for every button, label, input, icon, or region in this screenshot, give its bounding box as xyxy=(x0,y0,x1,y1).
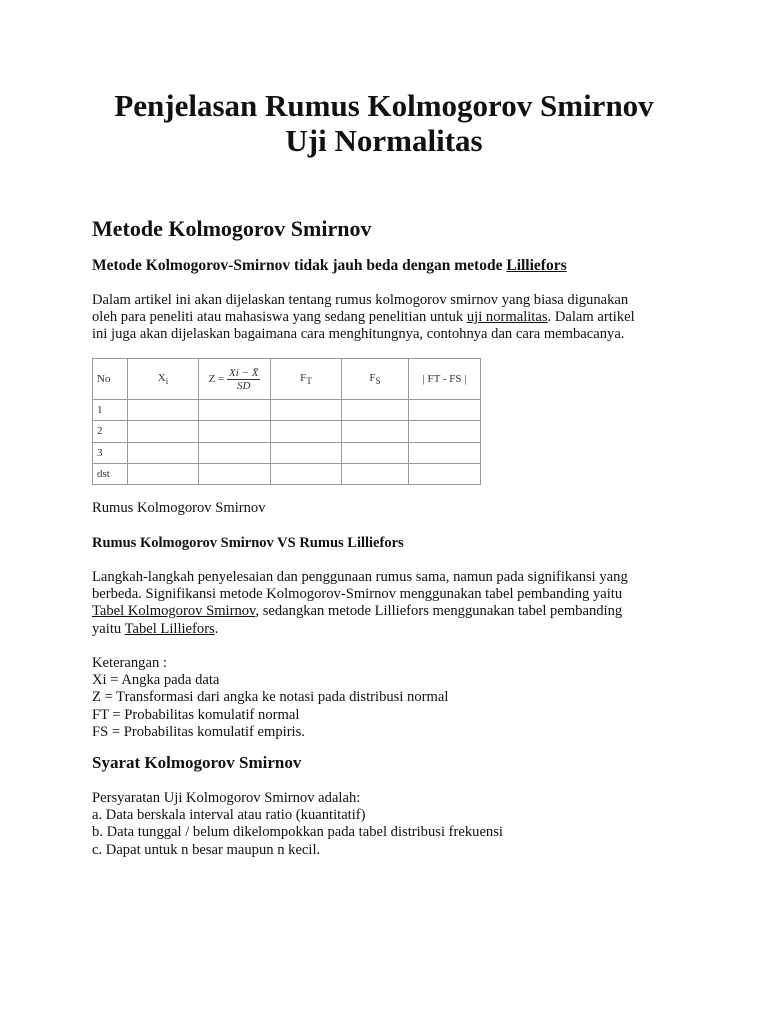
header-ft-fs: | FT - FS | xyxy=(409,359,481,400)
header-fs: $F_S$ xyxy=(342,359,409,400)
para-line xyxy=(92,621,628,638)
table-caption: Rumus Kolmogorov Smirnov xyxy=(92,500,266,516)
syarat-list xyxy=(92,790,503,859)
cell-no: 3 xyxy=(93,442,128,463)
subheading-text: Metode Kolmogorov-Smirnov tidak jauh beda dengan metode xyxy=(92,257,507,274)
keterangan-item: FT = Probabilitas komulatif normal xyxy=(92,706,300,723)
table-row xyxy=(93,463,481,484)
syarat-intro: Persyaratan Uji Kolmogorov Smirnov adalah: xyxy=(92,790,361,806)
formula-lhs: Z = xyxy=(208,372,225,385)
tabel-lilliefors-link[interactable]: Tabel Lilliefors xyxy=(124,620,215,637)
formula-denominator: SD xyxy=(236,379,251,392)
formula-numerator: Xi − X̄ xyxy=(229,366,259,379)
keterangan-item: FS = Probabilitas komulatif empiris. xyxy=(92,723,305,740)
intro-paragraph xyxy=(92,292,635,344)
keterangan-item: Z = Transformasi dari angka ke notasi pada distribusi normal xyxy=(92,689,449,706)
cell-no: 2 xyxy=(93,421,128,442)
tabel-ks-link[interactable]: Tabel Kolmogorov Smirnov xyxy=(92,603,256,620)
syarat-item: a. Data berskala interval atau ratio (kuantitatif) xyxy=(92,807,366,824)
title-line-2: Uji Normalitas xyxy=(285,123,483,158)
cell-no: dst xyxy=(93,463,128,484)
text: . xyxy=(214,620,219,637)
para-line: berbeda. Signifikansi metode Kolmogorov-Smirnov menggunakan tabel pembanding yaitu xyxy=(92,586,623,603)
syarat-item: b. Data tunggal / belum dikelompokkan pada tabel distribusi frekuensi xyxy=(92,824,503,841)
text: yaitu xyxy=(92,620,125,637)
text: , sedangkan metode Lilliefors menggunakan tabel pembanding xyxy=(255,603,623,620)
text: oleh para peneliti atau mahasiswa yang sedang penelitian untuk xyxy=(92,309,467,326)
keterangan-label: Keterangan : xyxy=(92,655,167,671)
subheading xyxy=(92,257,567,275)
header-no: No xyxy=(93,359,128,400)
header-z-formula xyxy=(199,359,271,400)
page-title xyxy=(0,88,768,158)
keterangan-block xyxy=(92,655,448,741)
section-heading: Metode Kolmogorov Smirnov xyxy=(92,216,372,241)
table-row xyxy=(93,421,481,442)
keterangan-item: Xi = Angka pada data xyxy=(92,672,220,689)
para-line: Langkah-langkah penyelesaian dan penggunaan rumus sama, namun pada signifikansi yang xyxy=(92,569,628,585)
header-ft: $F_T$ xyxy=(271,359,342,400)
table-header-row xyxy=(93,359,481,400)
vs-paragraph xyxy=(92,569,628,638)
formula-fraction xyxy=(227,367,260,392)
title-line-1: Penjelasan Rumus Kolmogorov Smirnov xyxy=(114,88,654,123)
table-row xyxy=(93,442,481,463)
para-line xyxy=(92,603,628,620)
syarat-heading: Syarat Kolmogorov Smirnov xyxy=(92,753,302,772)
lilliefors-link[interactable]: Lilliefors xyxy=(506,257,567,274)
para-line: Dalam artikel ini akan dijelaskan tentang rumus kolmogorov smirnov yang biasa digunakan xyxy=(92,292,629,308)
syarat-item: c. Dapat untuk n besar maupun n kecil. xyxy=(92,841,321,858)
para-line xyxy=(92,309,635,326)
text: . Dalam artikel xyxy=(547,309,635,326)
uji-normalitas-link[interactable]: uji normalitas xyxy=(466,309,548,326)
header-xi: $X_i$ xyxy=(128,359,199,400)
ks-table xyxy=(92,358,481,485)
vs-heading: Rumus Kolmogorov Smirnov VS Rumus Lilliefors xyxy=(92,535,404,551)
cell-no: 1 xyxy=(93,400,128,421)
para-line: ini juga akan dijelaskan bagaimana cara menghitungnya, contohnya dan cara membacanya. xyxy=(92,326,625,343)
table-row xyxy=(93,400,481,421)
